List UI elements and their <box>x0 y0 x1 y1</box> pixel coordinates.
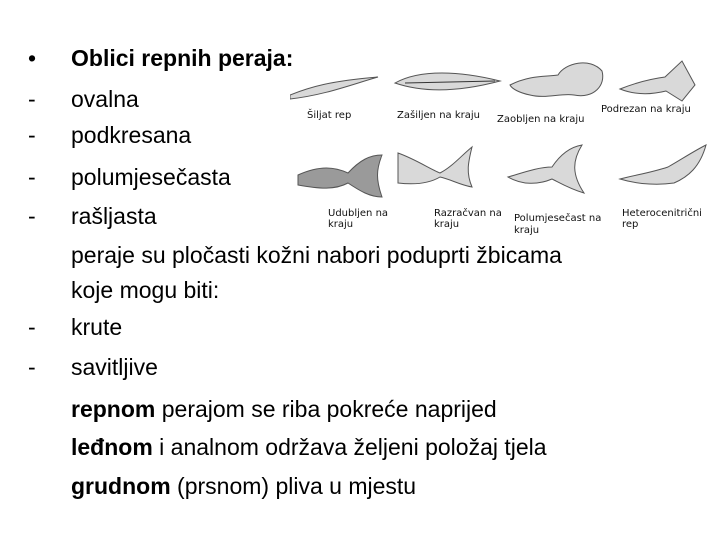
function-bold: leđnom <box>71 434 153 460</box>
function-rest: i analnom održava željeni položaj tjela <box>152 434 547 460</box>
caption-lunate-2: kraju <box>514 225 540 236</box>
truncate-tail-illustration <box>620 61 695 101</box>
tail-shape-item: podkresana <box>71 122 192 148</box>
function-line <box>71 395 497 423</box>
dash-marker: - <box>28 122 36 148</box>
caption-heterocercal-1: Heterocenitrični <box>622 208 702 219</box>
rounded-tail-illustration <box>510 63 603 97</box>
emarginate-tail-illustration <box>298 155 382 197</box>
tail-shape-item: rašljasta <box>71 203 157 229</box>
fin-type-item: krute <box>71 314 123 340</box>
function-bold: grudnom <box>71 473 171 499</box>
pointed-tail-illustration <box>290 77 378 99</box>
caption-heterocercal-2: rep <box>622 219 639 230</box>
definition-line <box>71 241 562 269</box>
caption-forked-1: Razračvan na <box>434 208 502 219</box>
caption-emarginate-1: Udubljen na <box>328 208 389 219</box>
caption-truncate: Podrezan na kraju <box>601 104 691 115</box>
function-line <box>71 433 547 461</box>
caption-emarginate-2: kraju <box>328 219 354 230</box>
lunate-tail-illustration <box>508 145 584 193</box>
function-rest: perajom se riba pokreće naprijed <box>155 396 497 422</box>
definition-text: koje mogu biti: <box>71 277 220 303</box>
tail-shape-item: polumjesečasta <box>71 164 231 190</box>
dash-marker: - <box>28 314 36 340</box>
forked-tail-illustration <box>398 147 472 187</box>
bullet-icon: • <box>28 45 37 71</box>
caption-tapered: Zašiljen na kraju <box>397 110 480 121</box>
dash-marker: - <box>28 354 36 380</box>
caption-lunate-1: Polumjesečast na <box>514 213 602 224</box>
function-bold: repnom <box>71 396 156 422</box>
caption-rounded: Zaobljen na kraju <box>497 114 585 125</box>
heading: Oblici repnih peraja: <box>71 45 294 71</box>
function-line <box>71 472 416 500</box>
caption-pointed: Šiljat rep <box>307 110 352 121</box>
dash-marker: - <box>28 203 36 229</box>
dash-marker: - <box>28 164 36 190</box>
dash-marker: - <box>28 86 36 112</box>
fin-type-item: savitljive <box>71 354 158 380</box>
function-rest: (prsnom) pliva u mjestu <box>170 473 417 499</box>
definition-line <box>71 276 219 304</box>
caption-forked-2: kraju <box>434 219 460 230</box>
tail-fin-illustrations <box>290 55 710 230</box>
heterocercal-tail-illustration <box>620 145 706 184</box>
definition-text: peraje su pločasti kožni nabori poduprti žbicama <box>71 242 562 268</box>
tail-shape-item: ovalna <box>71 86 139 112</box>
